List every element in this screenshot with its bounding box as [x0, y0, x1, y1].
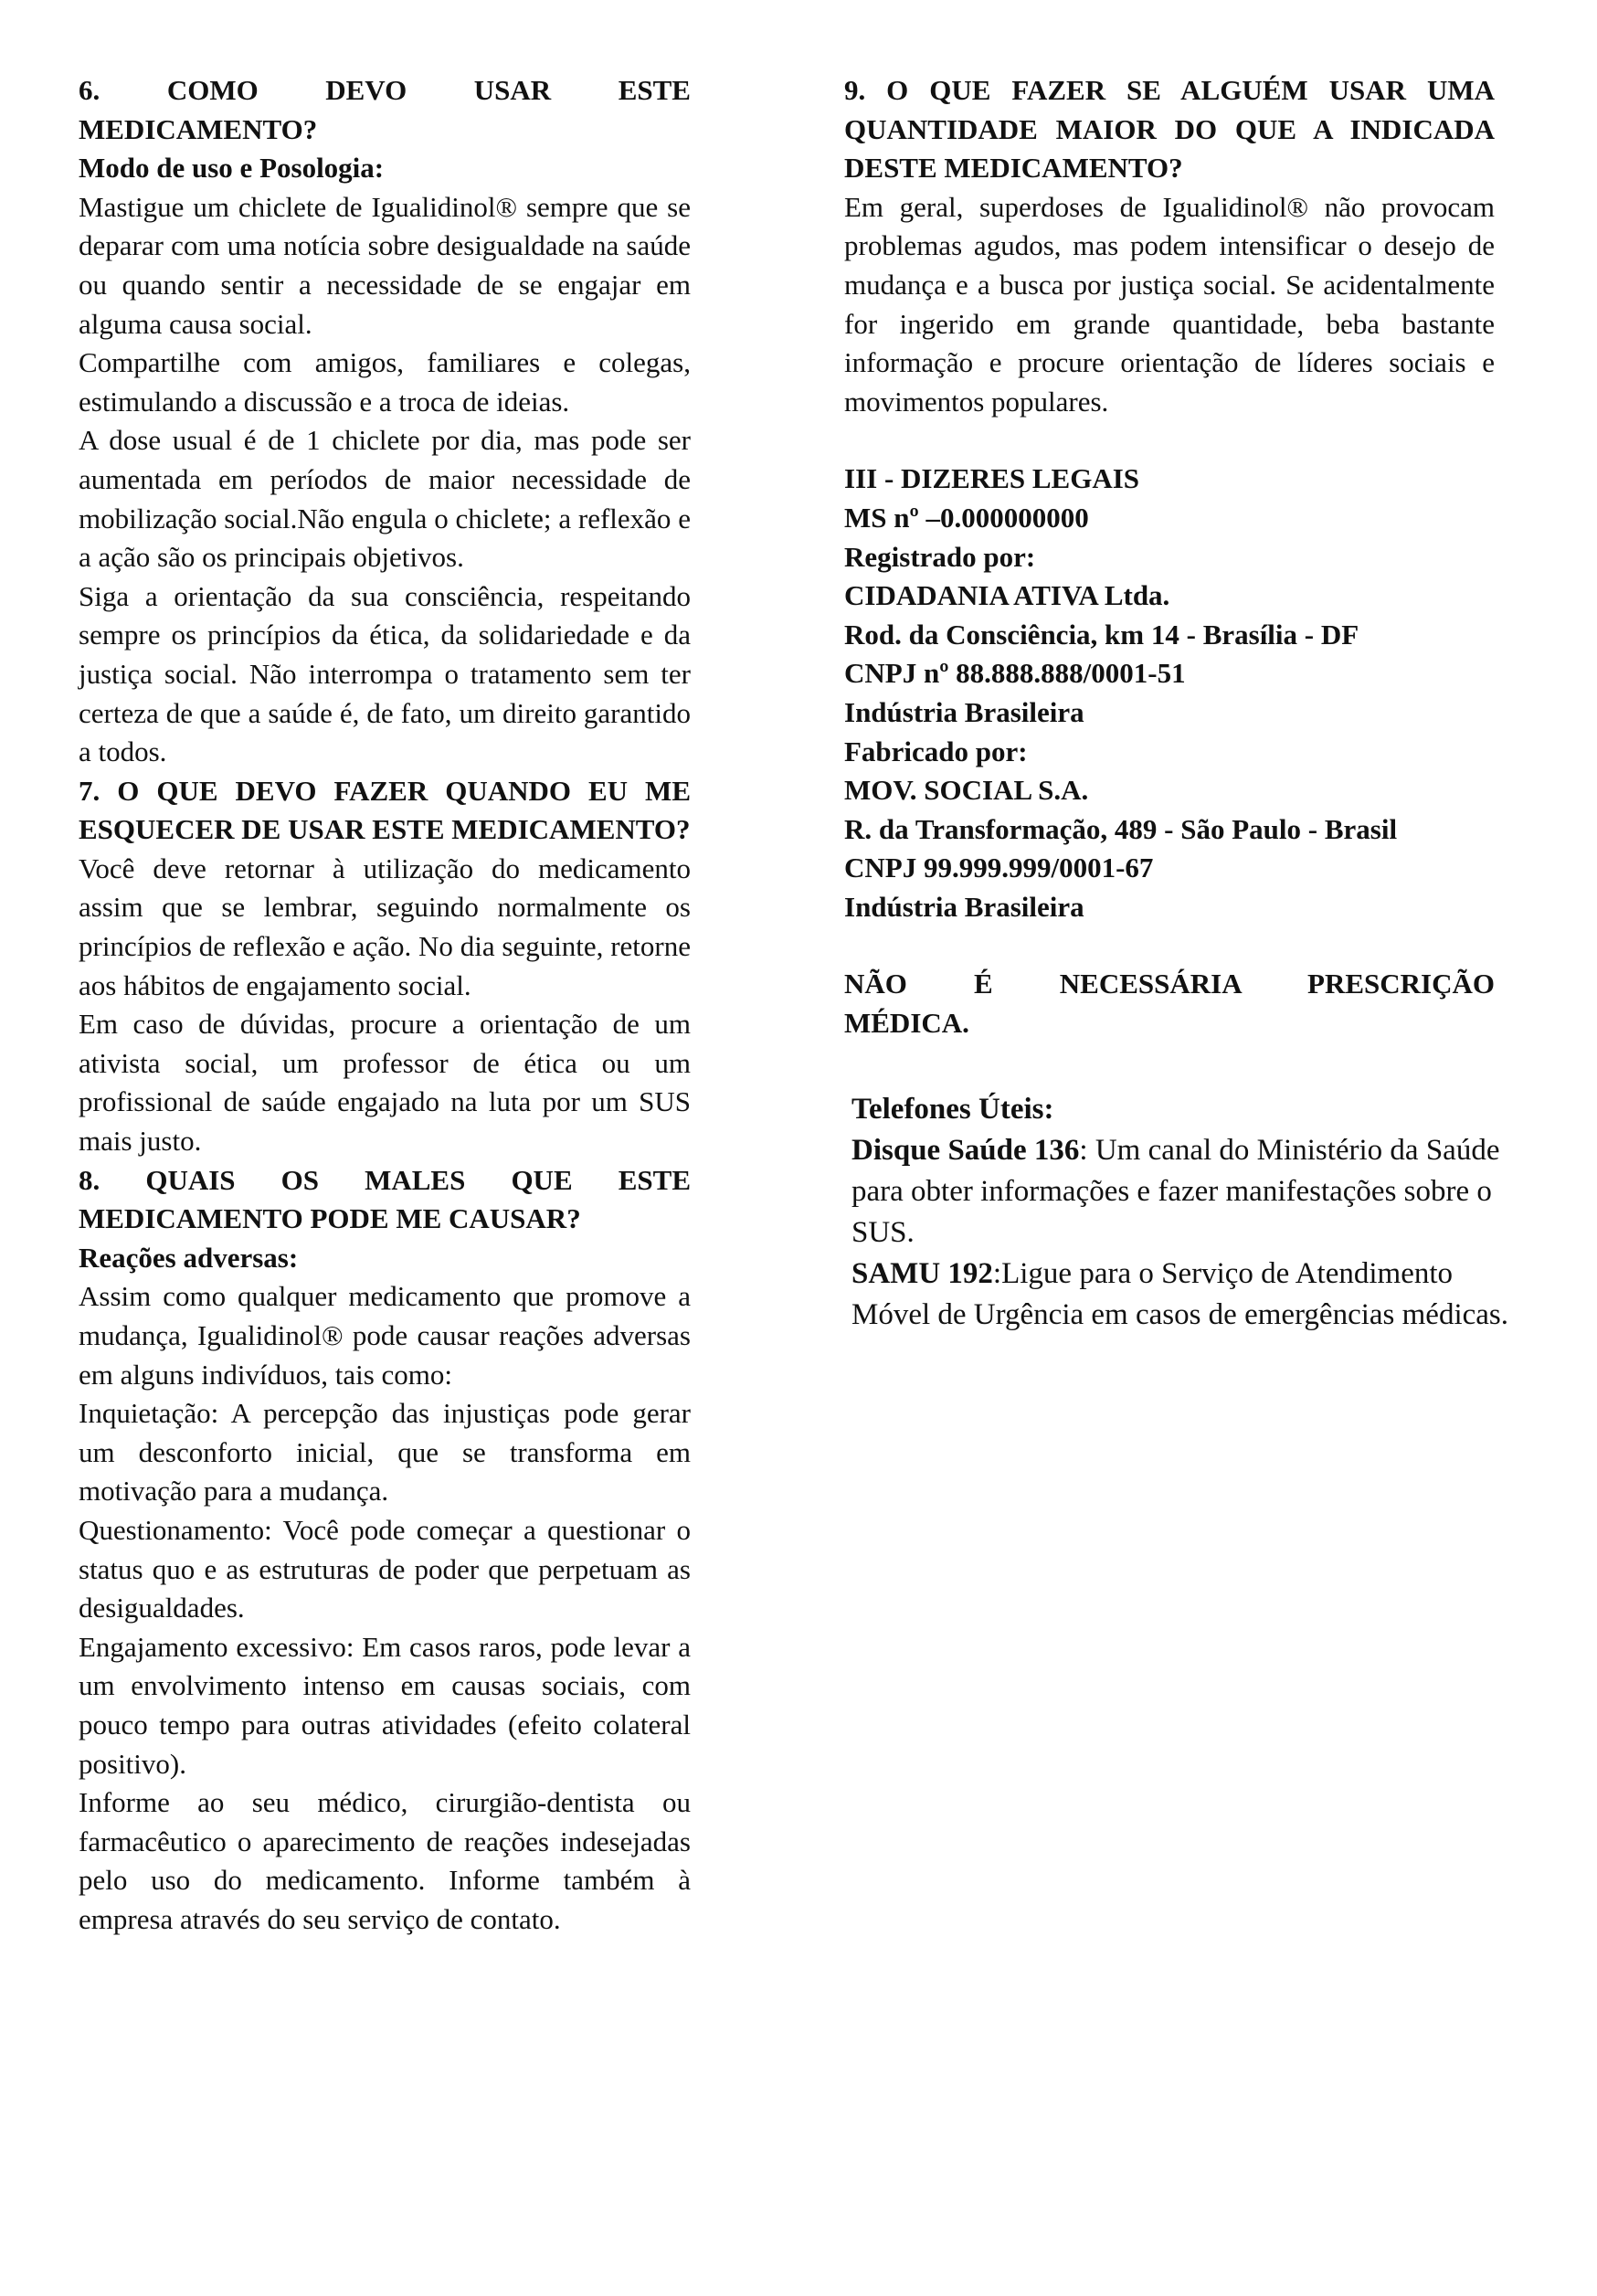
section-9-heading: 9. O QUE FAZER SE ALGUÉM USAR UMA QUANTIDADE MAIOR DO QUE A INDICADA DESTE MEDICAMENTO?	[844, 74, 1495, 185]
section-8-paragraph: Assim como qualquer medicamento que promove a mudança, Igualidinol® pode causar reações adversas em alguns indivíduos, tais como:	[79, 1280, 691, 1391]
section-8-paragraph: Engajamento excessivo: Em casos raros, pode levar a um envolvimento intenso em causas sociais, com pouco tempo para outras atividades (efeito colateral positivo).	[79, 1630, 691, 1780]
right-column	[844, 71, 1509, 1336]
prescription-notice-line: NÃO É NECESSÁRIA PRESCRIÇÃO	[844, 968, 1495, 1000]
section-6-paragraph: Siga a orientação da sua consciência, respeitando sempre os princípios da ética, da solidariedade e da justiça social. Não interrompa o tratamento sem ter certeza de que a saúde é, de fato, um direito garantido a todos.	[79, 579, 691, 768]
phone-description: : Um canal do Ministério da Saúde para obter informações e fazer manifestações sobre o SUS.	[851, 1133, 1500, 1249]
legal-ms-number: MS nº –0.000000000	[844, 501, 1089, 534]
section-8-paragraph: Inquietação: A percepção das injustiças pode gerar um desconforto inicial, que se transforma em motivação para a mudança.	[79, 1397, 691, 1508]
section-6-paragraph: Compartilhe com amigos, familiares e colegas, estimulando a discussão e a troca de ideias.	[79, 346, 691, 418]
phone-label: SAMU 192	[851, 1256, 993, 1290]
phone-description: :Ligue para o Serviço de Atendimento Móvel de Urgência em casos de emergências médicas.	[851, 1256, 1509, 1331]
section-7-heading: 7. O QUE DEVO FAZER QUANDO EU ME ESQUECER DE USAR ESTE MEDICAMENTO?	[79, 774, 691, 846]
legal-registered-label: Registrado por:	[844, 540, 1036, 573]
section-6-heading: 6. COMO DEVO USAR ESTE MEDICAMENTO?	[79, 74, 691, 145]
legal-registered-origin: Indústria Brasileira	[844, 695, 1084, 728]
legal-manufactured-cnpj: CNPJ 99.999.999/0001-67	[844, 852, 1154, 884]
section-7-paragraph: Em caso de dúvidas, procure a orientação de um ativista social, um professor de ética ou um profissional de saúde engajado na luta por um SUS mais justo.	[79, 1008, 691, 1158]
spacer	[844, 926, 1495, 965]
phone-entry-samu	[851, 1254, 1509, 1336]
legal-registered-address: Rod. da Consciência, km 14 - Brasília - DF	[844, 618, 1359, 651]
legal-title: III - DIZERES LEGAIS	[844, 462, 1140, 495]
useful-phones-block	[851, 1089, 1509, 1336]
section-7-paragraph: Você deve retornar à utilização do medicamento assim que se lembrar, seguindo normalmente os princípios de reflexão e ação. No dia seguinte, retorne aos hábitos de engajamento social.	[79, 852, 691, 1001]
section-8-subheading: Reações adversas:	[79, 1241, 299, 1274]
section-6-paragraph: Mastigue um chiclete de Igualidinol® sempre que se deparar com uma notícia sobre desigualdade na saúde ou quando sentir a necessidade de se engajar em alguma causa social.	[79, 190, 691, 340]
section-8-paragraph: Informe ao seu médico, cirurgião-dentista ou farmacêutico o aparecimento de reações indesejadas pelo uso do medicamento. Informe também à empresa através do seu serviço de contato.	[79, 1786, 691, 1935]
spacer	[844, 421, 1495, 460]
legal-manufactured-address: R. da Transformação, 489 - São Paulo - Brasil	[844, 812, 1398, 845]
left-column	[79, 71, 691, 1940]
legal-registered-cnpj: CNPJ nº 88.888.888/0001-51	[844, 657, 1186, 690]
phone-entry-disque-saude	[851, 1130, 1509, 1254]
section-6-paragraph: A dose usual é de 1 chiclete por dia, mas pode ser aumentada em períodos de maior necessidade de mobilização social.Não engula o chiclete; a reflexão e a ação são os principais objetivos.	[79, 424, 691, 574]
section-6-subheading: Modo de uso e Posologia:	[79, 152, 385, 185]
phone-label: Disque Saúde 136	[851, 1133, 1080, 1167]
prescription-notice-line: MÉDICA.	[844, 1007, 969, 1040]
section-8-paragraph: Questionamento: Você pode começar a questionar o status quo e as estruturas de poder que perpetuam as desigualdades.	[79, 1513, 691, 1624]
legal-manufactured-company: MOV. SOCIAL S.A.	[844, 774, 1089, 807]
legal-block	[844, 460, 1495, 926]
section-9-paragraph: Em geral, superdoses de Igualidinol® não provocam problemas agudos, mas podem intensificar o desejo de mudança e a busca por justiça social. Se acidentalmente for ingerido em grande quantidade, beba bastante informação e procure orientação de líderes sociais e movimentos populares.	[844, 190, 1495, 418]
legal-manufactured-origin: Indústria Brasileira	[844, 890, 1084, 923]
legal-manufactured-label: Fabricado por:	[844, 735, 1028, 767]
useful-phones-title: Telefones Úteis:	[851, 1092, 1054, 1126]
section-8-heading: 8. QUAIS OS MALES QUE ESTE MEDICAMENTO PODE ME CAUSAR?	[79, 1163, 691, 1235]
legal-registered-company: CIDADANIA ATIVA Ltda.	[844, 579, 1170, 612]
